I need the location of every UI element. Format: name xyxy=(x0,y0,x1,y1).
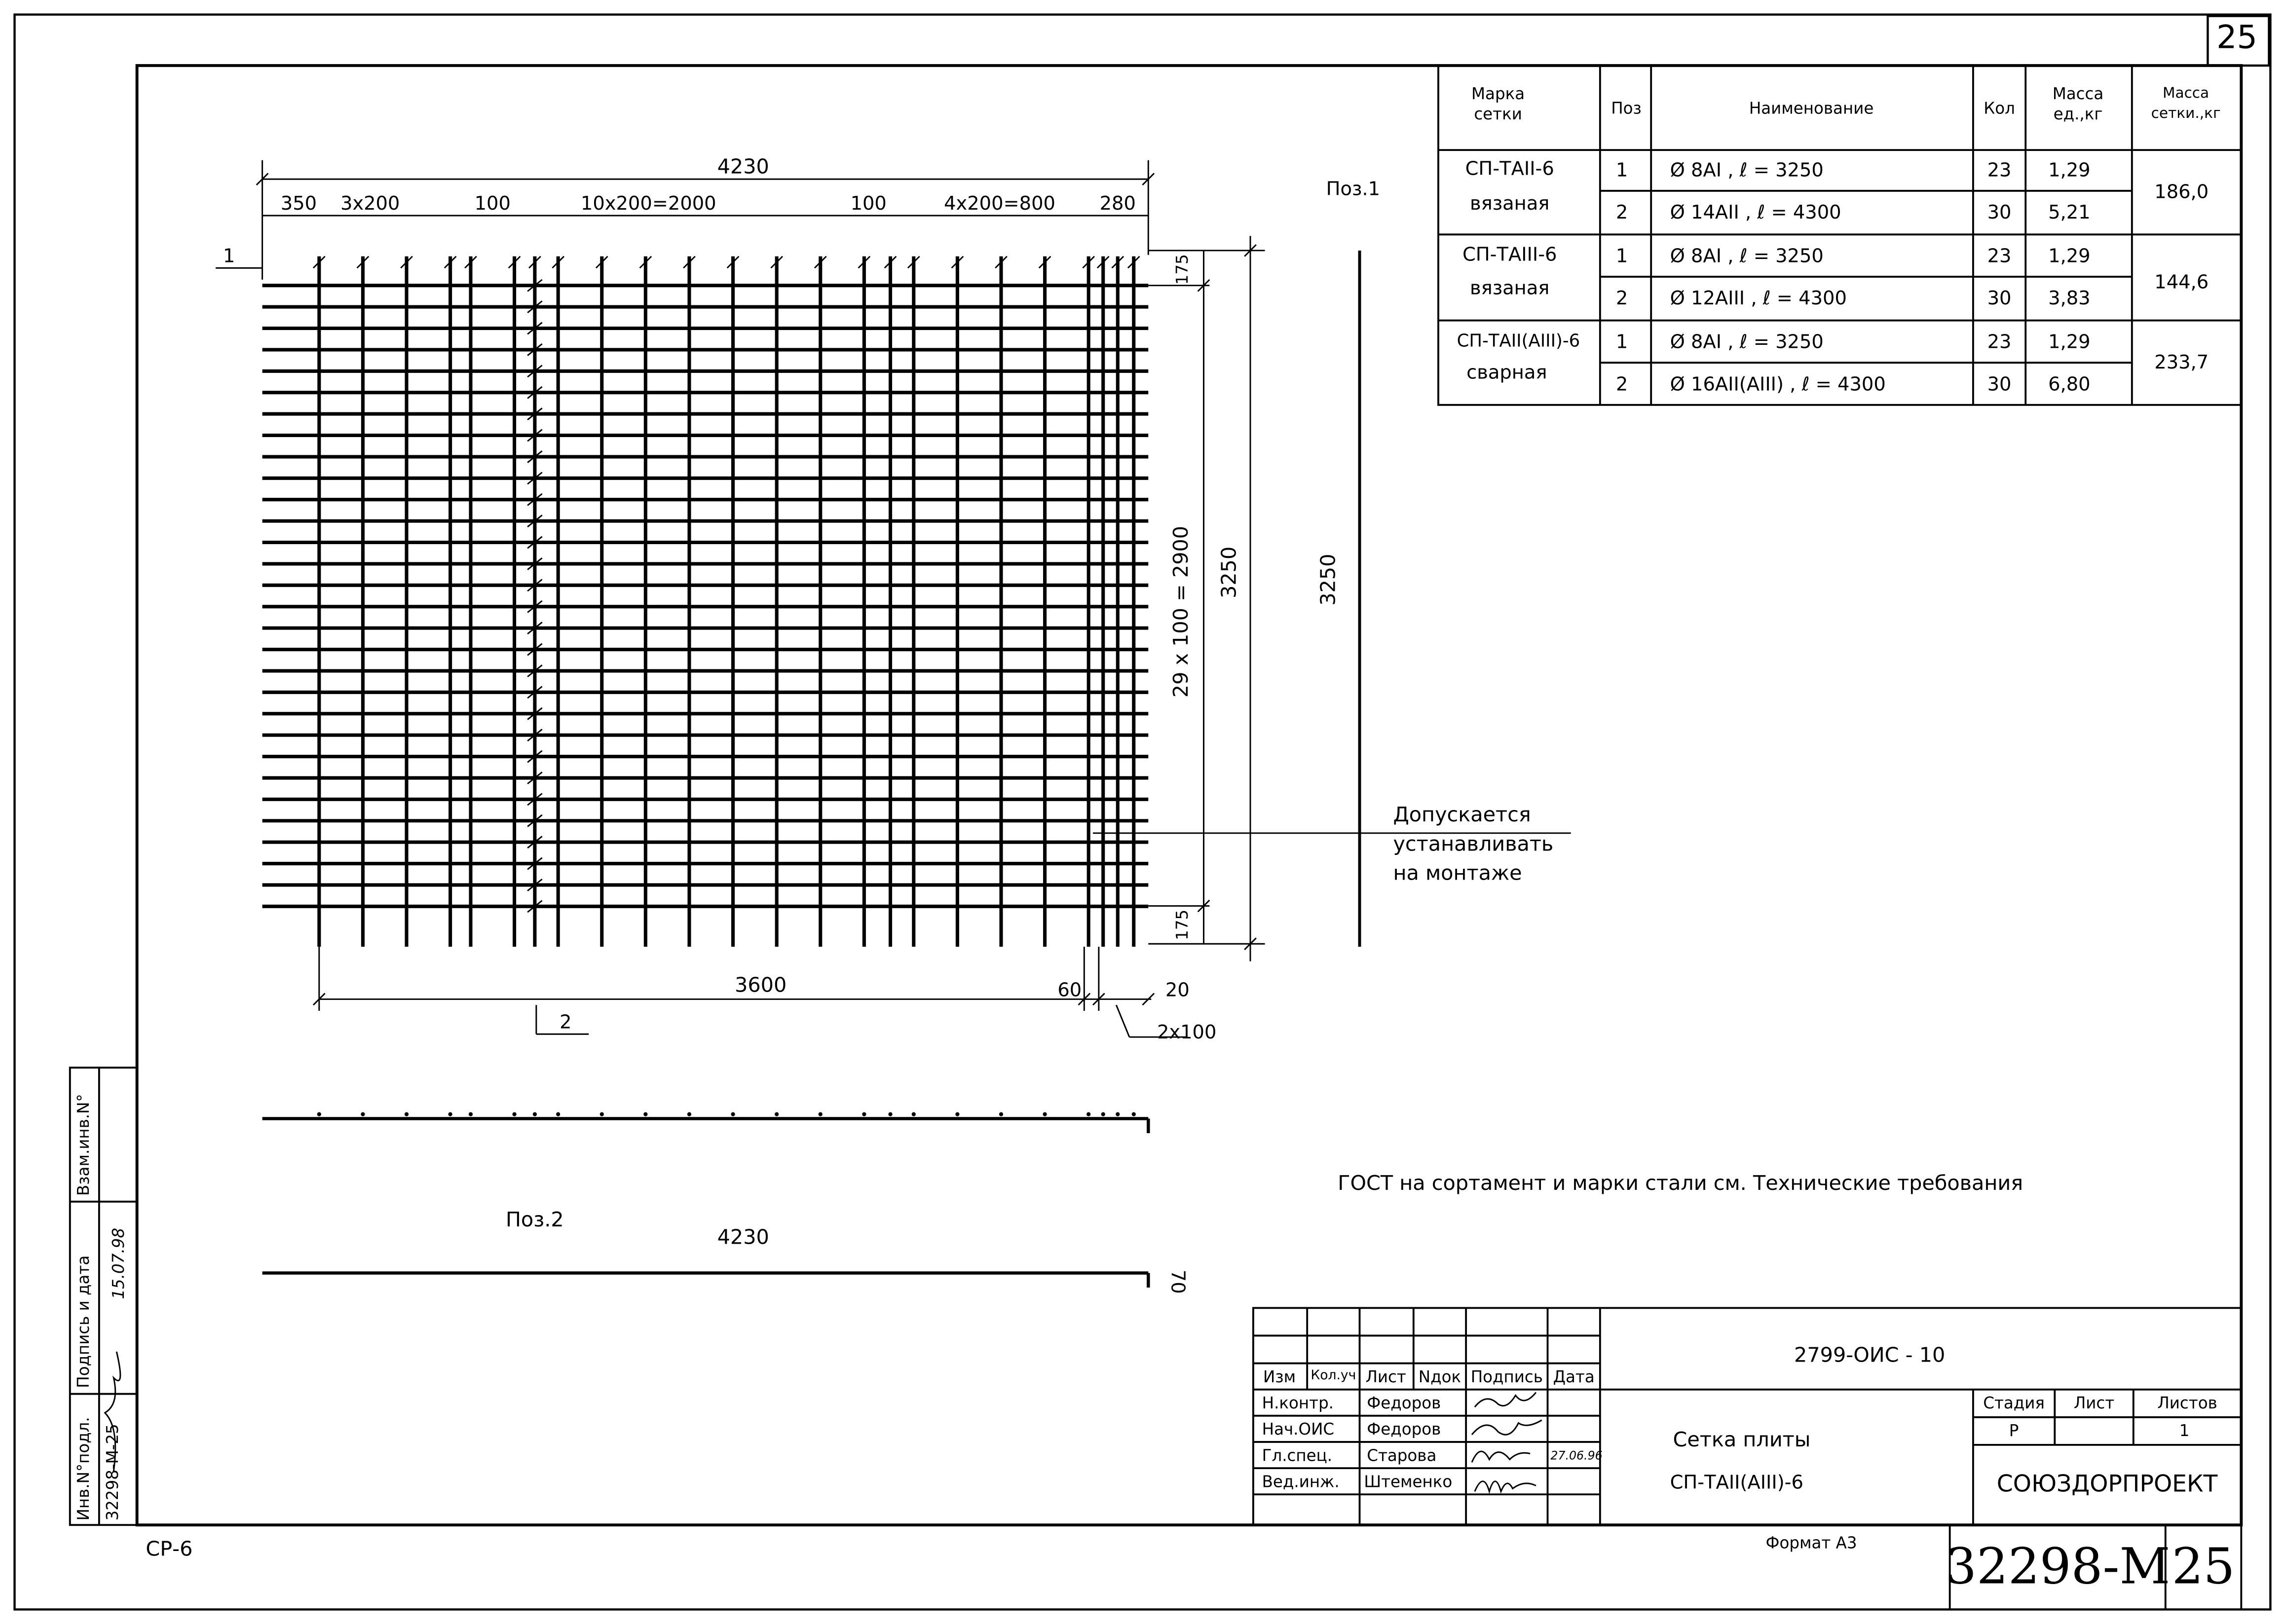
footer-page-number: 25 xyxy=(2172,1538,2235,1596)
dim-350-label: 350 xyxy=(280,192,317,215)
rod-section-dot xyxy=(888,1112,892,1116)
poz1-label: Поз.1 xyxy=(1326,179,1381,201)
dim-100a-label: 100 xyxy=(474,192,511,215)
rod-section-dot xyxy=(533,1112,537,1116)
tb-role: Н.контр. xyxy=(1262,1394,1334,1413)
spec-header-pos: Поз xyxy=(1611,99,1642,118)
spec-row-mass: 1,29 xyxy=(2048,160,2091,183)
spec-row-mass: 6,80 xyxy=(2048,374,2091,397)
tb-role: Гл.спец. xyxy=(1262,1446,1333,1466)
side-sign-value: 15.07.98 xyxy=(109,1228,128,1299)
side-vzam-label: Взам.инв.N° xyxy=(74,1094,94,1196)
dim-100b-label: 100 xyxy=(850,192,887,215)
spec-row-mass: 3,83 xyxy=(2048,288,2091,310)
dim-175-bottom-label: 175 xyxy=(1173,909,1192,940)
rod-section-dot xyxy=(643,1112,647,1116)
rod-section-dot xyxy=(512,1112,516,1116)
tb-title-line2: СП-ТАII(AIII)-6 xyxy=(1670,1472,1803,1495)
spec-row-pos: 2 xyxy=(1615,374,1628,397)
footer-doc-number: 32298-М xyxy=(1945,1538,2171,1596)
tb-person: Федоров xyxy=(1367,1394,1441,1413)
tb-role: Нач.ОИС xyxy=(1262,1420,1335,1439)
sheet-number-top: 25 xyxy=(2216,20,2257,57)
spec-group2-mark: СП-ТАIII-6 xyxy=(1462,245,1557,267)
rod-section-dot xyxy=(448,1112,452,1116)
dim-2x100-label: 2x100 xyxy=(1157,1021,1217,1044)
dim-175-top-label: 175 xyxy=(1173,254,1192,285)
spec-row-qty: 23 xyxy=(1987,332,2012,354)
outer-frame xyxy=(15,15,2271,1610)
footer-format: Формат А3 xyxy=(1765,1533,1857,1553)
tb-header-list: Лист xyxy=(1365,1367,1406,1387)
dim-3x200-label: 3x200 xyxy=(340,192,400,215)
spec-group2-total: 144,6 xyxy=(2154,272,2209,295)
spec-header-qty: Кол xyxy=(1984,99,2015,118)
poz2-length-label: 4230 xyxy=(717,1226,769,1250)
tb-stage-value: Р xyxy=(2009,1421,2019,1441)
spec-group3-type: сварная xyxy=(1466,363,1547,385)
tb-person: Федоров xyxy=(1367,1420,1441,1439)
tb-sheets-value: 1 xyxy=(2179,1421,2190,1441)
spec-row-qty: 30 xyxy=(1987,202,2012,224)
poz1-length-label: 3250 xyxy=(1316,554,1340,606)
tb-header-podpis: Подпись xyxy=(1470,1367,1543,1387)
pos2-elevation xyxy=(262,1119,1149,1288)
rod-section-dot xyxy=(600,1112,604,1116)
dim-29x100-label: 29 x 100 = 2900 xyxy=(1169,525,1193,698)
gost-note: ГОСТ на сортамент и марки стали см. Технические требования xyxy=(1338,1172,2023,1196)
spec-row-mass: 1,29 xyxy=(2048,246,2091,268)
rod-section-dot xyxy=(819,1112,823,1116)
pos2-callout-label: 2 xyxy=(560,1011,572,1033)
side-inv-label: Инв.N°подл. xyxy=(74,1417,94,1521)
spec-row-pos: 2 xyxy=(1615,202,1628,224)
spec-row-qty: 23 xyxy=(1987,246,2012,268)
spec-row-pos: 1 xyxy=(1615,246,1628,268)
spec-group1-mark: СП-ТАII-6 xyxy=(1465,158,1554,181)
note-line-1: Допускается xyxy=(1393,804,1531,828)
tb-sheet-label: Лист xyxy=(2073,1394,2115,1413)
spec-header-net-mass: Масса сетки.,кг xyxy=(2151,86,2221,122)
dim-10x200-label: 10x200=2000 xyxy=(580,192,716,215)
rod-section-dot xyxy=(687,1112,691,1116)
rod-section-dot xyxy=(912,1112,916,1116)
tb-person: Старова xyxy=(1367,1446,1437,1466)
rod-section-dot xyxy=(999,1112,1003,1116)
tb-sheets-label: Листов xyxy=(2157,1394,2217,1413)
note-line-3: на монтаже xyxy=(1393,862,1522,886)
rod-section-dot xyxy=(955,1112,959,1116)
spec-row-name: Ø 12AIII , ℓ = 4300 xyxy=(1670,288,1847,310)
dim-280-label: 280 xyxy=(1099,192,1136,215)
rod-section-dot xyxy=(1043,1112,1047,1116)
rod-section-dot xyxy=(317,1112,321,1116)
rod-section-dot xyxy=(1101,1112,1105,1116)
spec-row-name: Ø 14AII , ℓ = 4300 xyxy=(1670,202,1841,224)
spec-row-qty: 30 xyxy=(1987,288,2012,310)
rod-section-dot xyxy=(405,1112,409,1116)
spec-header-unit-mass: Масса ед.,кг xyxy=(2052,84,2104,124)
tb-date: 27.06.96 xyxy=(1550,1449,1603,1463)
spec-row-pos: 1 xyxy=(1615,160,1628,183)
rod-section-dot xyxy=(731,1112,735,1116)
pos1-callout-label: 1 xyxy=(223,245,235,267)
spec-group3-total: 233,7 xyxy=(2154,352,2209,374)
tb-title-line1: Сетка плиты xyxy=(1673,1429,1811,1452)
tb-header-izm: Изм xyxy=(1263,1367,1296,1387)
spec-row-mass: 1,29 xyxy=(2048,332,2091,354)
spec-row-name: Ø 8AI , ℓ = 3250 xyxy=(1670,246,1824,268)
spec-row-name: Ø 8AI , ℓ = 3250 xyxy=(1670,332,1824,354)
tb-org: СОЮЗДОРПРОЕКТ xyxy=(1996,1470,2218,1498)
side-inv-value: 32298-М-25 xyxy=(103,1424,123,1521)
spec-row-pos: 2 xyxy=(1615,288,1628,310)
spec-row-name: Ø 16AII(AIII) , ℓ = 4300 xyxy=(1670,374,1886,397)
poz2-label: Поз.2 xyxy=(505,1209,564,1232)
side-sign-label: Подпись и дата xyxy=(74,1255,94,1388)
poz2-hook-label: 70 xyxy=(1166,1269,1189,1294)
spec-group3-mark: СП-ТАII(AIII)-6 xyxy=(1457,331,1580,351)
rod-section-dot xyxy=(862,1112,866,1116)
rod-section-dot xyxy=(775,1112,779,1116)
rod-section-dot xyxy=(1116,1112,1120,1116)
rod-section-dot xyxy=(469,1112,473,1116)
dim-4x200-label: 4x200=800 xyxy=(944,192,1055,215)
spec-row-qty: 23 xyxy=(1987,160,2012,183)
rod-section-dot xyxy=(1086,1112,1090,1116)
tb-header-data: Дата xyxy=(1553,1367,1595,1387)
tb-role: Вед.инж. xyxy=(1262,1472,1340,1492)
tb-person: Штеменко xyxy=(1364,1472,1453,1492)
dim-3600-label: 3600 xyxy=(735,973,787,997)
footer-left-code: СР-6 xyxy=(146,1538,193,1562)
spec-group1-type: вязаная xyxy=(1470,193,1550,216)
dim-3250-inner-label: 3250 xyxy=(1217,546,1241,598)
spec-row-qty: 30 xyxy=(1987,374,2012,397)
spec-row-name: Ø 8AI , ℓ = 3250 xyxy=(1670,160,1824,183)
spec-row-mass: 5,21 xyxy=(2048,202,2091,224)
dim-60-label: 60 xyxy=(1057,979,1082,1001)
title-block-code: 2799-ОИС - 10 xyxy=(1794,1344,1946,1368)
spec-group2-type: вязаная xyxy=(1470,278,1550,300)
note-line-2: устанавливать xyxy=(1393,833,1554,857)
overall-width-label: 4230 xyxy=(717,154,769,179)
rod-section-dot xyxy=(556,1112,560,1116)
spec-header-mark: Марка сетки xyxy=(1471,84,1525,124)
spec-row-pos: 1 xyxy=(1615,332,1628,354)
spec-group1-total: 186,0 xyxy=(2154,182,2209,204)
dim-20-label: 20 xyxy=(1165,979,1190,1001)
rod-section-dot xyxy=(361,1112,365,1116)
mesh-rods xyxy=(262,257,1149,947)
tb-header-koluch: Кол.уч xyxy=(1311,1369,1356,1384)
spec-header-name: Наименование xyxy=(1749,99,1874,118)
tb-stage-label: Стадия xyxy=(1983,1394,2045,1413)
tb-header-ndok: Nдок xyxy=(1418,1367,1461,1387)
rod-section-dot xyxy=(1132,1112,1136,1116)
